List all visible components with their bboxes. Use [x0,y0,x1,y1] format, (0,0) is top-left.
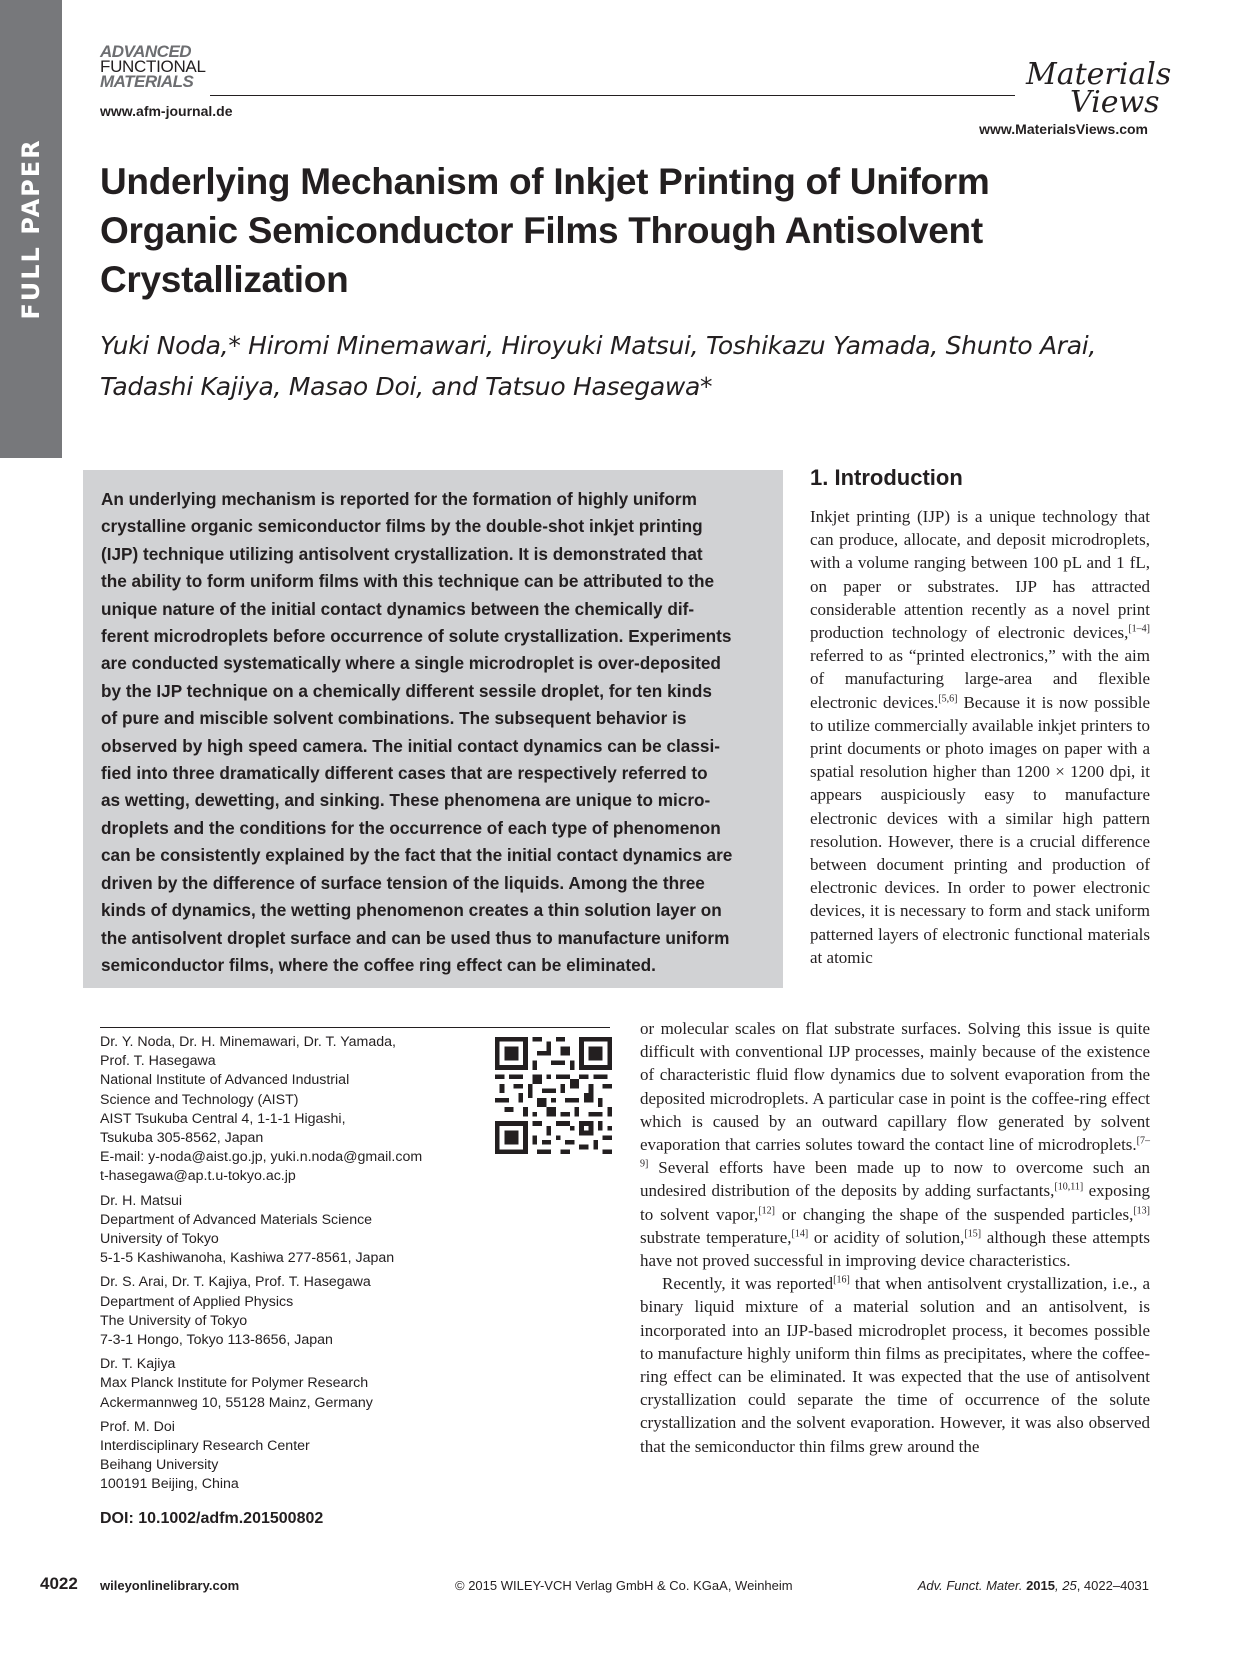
affiliation-line: The University of Tokyo [100,1312,248,1329]
abstract-line: of pure and miscible solvent combinations. The subsequent behavior is [101,708,687,729]
body-text: or molecular scales on flat substrate surfaces. Solving this issue is quite difficult with conventional IJP processes, mainly because of the existence of characteristic fluid flow dynamics due to solvent evaporation from the deposited microdroplets. A particular case in point is the coffee-ring effect which is caused by an outward capillary flow generated by solvent evaporation that carries solutes toward the contact line of microdroplets. [640,1019,1150,1155]
author-list [100,325,1180,407]
citation-journal: Adv. Funct. Mater. [917,1578,1023,1593]
affiliation-line: 7-3-1 Hongo, Tokyo 113-8656, Japan [100,1332,333,1349]
footer-site[interactable]: wileyonlinelibrary.com [100,1578,240,1593]
author-line: Yuki Noda,* Hiromi Minemawari, Hiroyuki Matsui, Toshikazu Yamada, Shunto Arai, [100,331,1097,360]
affiliation-line: Department of Advanced Materials Science [100,1211,373,1228]
citation-ref[interactable]: [15] [964,1228,982,1240]
affiliation-line: Beihang University [100,1457,219,1474]
qr-code-icon[interactable] [495,1037,612,1154]
abstract-line: (IJP) technique utilizing antisolvent crystallization. It is demonstrated that [101,543,703,564]
journal-logo [100,44,206,89]
email-line[interactable]: E-mail: y-noda@aist.go.jp, yuki.n.noda@gmail.com [100,1149,423,1166]
paragraph [640,1272,1150,1458]
affiliation-line: 100191 Beijing, China [100,1476,239,1493]
affiliation-line: Dr. Y. Noda, Dr. H. Minemawari, Dr. T. Yamada, [100,1034,396,1050]
publisher-url[interactable]: www.MaterialsViews.com [979,121,1148,137]
abstract-line: the ability to form uniform films with this technique can be attributed to the [101,571,715,592]
abstract-line: unique nature of the initial contact dynamics between the chemically dif- [101,598,695,619]
citation-ref[interactable]: [13] [1133,1204,1150,1216]
title-line: Crystallization [100,259,349,300]
citation-ref[interactable]: [7–9] [640,1135,1150,1170]
body-text: that when antisolvent crystallization, i.e., a binary liquid mixture of a material solution and an antisolvent, is incorporated into an IJP-based microdroplet process, it becomes possible to manufacture highly uniform thin films as precipitates, where the coffee-ring effect can be eliminated. It was expected that the use of antisolvent crystallization could separate the time of occurrence of the solute crystallization and the solvent evaporation. However, it was also observed that the semiconductor thin films grew around the [640,1274,1150,1456]
abstract-line: An underlying mechanism is reported for the formation of highly uniform [101,489,697,509]
footer-citation: Adv. Funct. Mater. 2015, 25, 4022–4031 [917,1578,1149,1593]
citation-ref[interactable]: [14] [791,1228,809,1240]
affiliation-line: Prof. M. Doi [100,1418,175,1435]
citation-year: 2015 [1026,1578,1055,1593]
abstract-line: driven by the difference of surface tension of the liquids. Among the three [101,872,705,893]
abstract-line: droplets and the conditions for the occurrence of each type of phenomenon [101,817,721,838]
email-line[interactable]: t-hasegawa@ap.t.u-tokyo.ac.jp [100,1168,296,1185]
body-text: substrate temperature, [640,1227,792,1247]
affiliation-line: Science and Technology (AIST) [100,1091,299,1108]
affiliation-block [100,1192,580,1269]
journal-logo-line: ADVANCED [100,42,192,61]
journal-logo-line: FUNCTIONAL [100,57,206,76]
abstract-line: observed by high speed camera. The initial contact dynamics can be classi- [101,735,720,756]
affiliation-line: National Institute of Advanced Industrial [100,1072,350,1089]
abstract-line: crystalline organic semiconductor films by the double-shot inkjet printing [101,516,703,537]
citation-pages: , 4022–4031 [1076,1578,1149,1593]
title-line: Organic Semiconductor Films Through Antisolvent [100,210,983,251]
citation-ref[interactable]: [10,11] [1054,1181,1084,1193]
abstract-line: by the IJP technique on a chemically different sessile droplet, for ten kinds [101,680,712,701]
body-text: referred to as “printed electronics,” with the aim of manufacturing large-area and flexible electronic devices. [810,646,1150,712]
abstract-line: as wetting, dewetting, and sinking. These phenomena are unique to micro- [101,790,711,811]
section-tab-label: FULL PAPER [17,138,45,320]
header-divider [210,95,1015,96]
title-line: Underlying Mechanism of Inkjet Printing of Uniform [100,161,990,202]
citation-volume: 25 [1062,1578,1077,1593]
publisher-logo-word-2: Views [1070,85,1160,120]
affiliation-block [100,1355,580,1413]
affiliation-block [100,1273,580,1350]
section-heading: 1. Introduction [810,465,963,490]
publisher-logo [1018,56,1172,120]
affiliation-line: Department of Applied Physics [100,1293,294,1310]
affiliation-line: Max Planck Institute for Polymer Research [100,1375,369,1392]
affiliation-line: Prof. T. Hasegawa [100,1053,216,1070]
citation-ref[interactable]: [12] [758,1204,775,1216]
body-text: Several efforts have been made up to now to overcome such an undesired distribution of the deposits by adding surfactants, [640,1158,1150,1201]
affiliation-line: Interdisciplinary Research Center [100,1438,310,1455]
page-number: 4022 [40,1574,78,1593]
citation-ref[interactable]: [5,6] [938,692,958,704]
body-text: or changing the shape of the suspended particles, [774,1204,1134,1224]
abstract-text [101,486,769,979]
author-line: Tadashi Kajiya, Masao Doi, and Tatsuo Hasegawa* [100,372,713,401]
affiliation-line: Dr. S. Arai, Dr. T. Kajiya, Prof. T. Hasegawa [100,1274,371,1291]
body-text: or acidity of solution, [808,1227,965,1247]
affiliation-line: Dr. H. Matsui [100,1192,182,1209]
publisher-logo-word-1: Materials [1026,57,1172,92]
abstract-line: the antisolvent droplet surface and can be used thus to manufacture uniform [101,927,730,948]
affiliation-block [100,1418,580,1495]
journal-url[interactable]: www.afm-journal.de [100,103,233,119]
citation-ref[interactable]: [16] [833,1274,850,1286]
body-text: Because it is now possible to utilize commercially available inkjet printers to print documents or photo images on paper with a spatial resolution higher than 1200 × 1200 dpi, it appears auspiciously easy to manufacture electronic devices with a similar high pattern resolution. However, there is a crucial difference between document printing and production of electronic devices. In order to power electronic devices, it is necessary to form and stack uniform patterned layers of electronic functional materials at atomic [810,692,1150,967]
affiliation-line: AIST Tsukuba Central 4, 1-1-1 Higashi, [100,1110,346,1127]
paragraph [640,1017,1150,1272]
abstract-line: ferent microdroplets before occurrence of solute crystallization. Experiments [101,626,732,647]
affiliation-line: University of Tokyo [100,1231,219,1248]
journal-logo-line: MATERIALS [100,72,194,91]
body-text: exposing to solvent vapor, [640,1181,1150,1224]
affiliation-line: Tsukuba 305-8562, Japan [100,1130,264,1147]
abstract-line: can be consistently explained by the fact that the initial contact dynamics are [101,845,733,866]
doi[interactable]: DOI: 10.1002/adfm.201500802 [100,1510,324,1527]
abstract-line: kinds of dynamics, the wetting phenomenon creates a thin solution layer on [101,900,722,921]
abstract-line: are conducted systematically where a single microdroplet is over-deposited [101,653,721,674]
footer-copyright: © 2015 WILEY-VCH Verlag GmbH & Co. KGaA, Weinheim [455,1578,793,1593]
body-text: Inkjet printing (IJP) is a unique technology that can produce, allocate, and deposit microdroplets, with a volume ranging between 100 pL and 1 fL, on paper or substrates. IJP has attracted considerable attention recently as a novel print production technology of electronic devices, [810,507,1150,643]
body-text: Recently, it was reported [662,1274,834,1294]
affiliation-line: Dr. T. Kajiya [100,1356,176,1373]
intro-column-wide [640,1017,1150,1458]
section-tab [0,0,62,458]
intro-column-narrow [810,505,1150,969]
body-text: although these attempts have not proved successful in improving device characteristics. [640,1227,1150,1271]
affiliation-line: Ackermannweg 10, 55128 Mainz, Germany [100,1394,373,1411]
affiliation-divider [100,1027,610,1028]
affiliation-line: 5-1-5 Kashiwanoha, Kashiwa 277-8561, Japan [100,1250,395,1267]
paper-title [100,157,1160,304]
abstract-line: fied into three dramatically different cases that are respectively referred to [101,763,708,784]
citation-ref[interactable]: [1–4] [1128,623,1150,635]
abstract-line: semiconductor films, where the coffee ring effect can be eliminated. [101,954,656,975]
